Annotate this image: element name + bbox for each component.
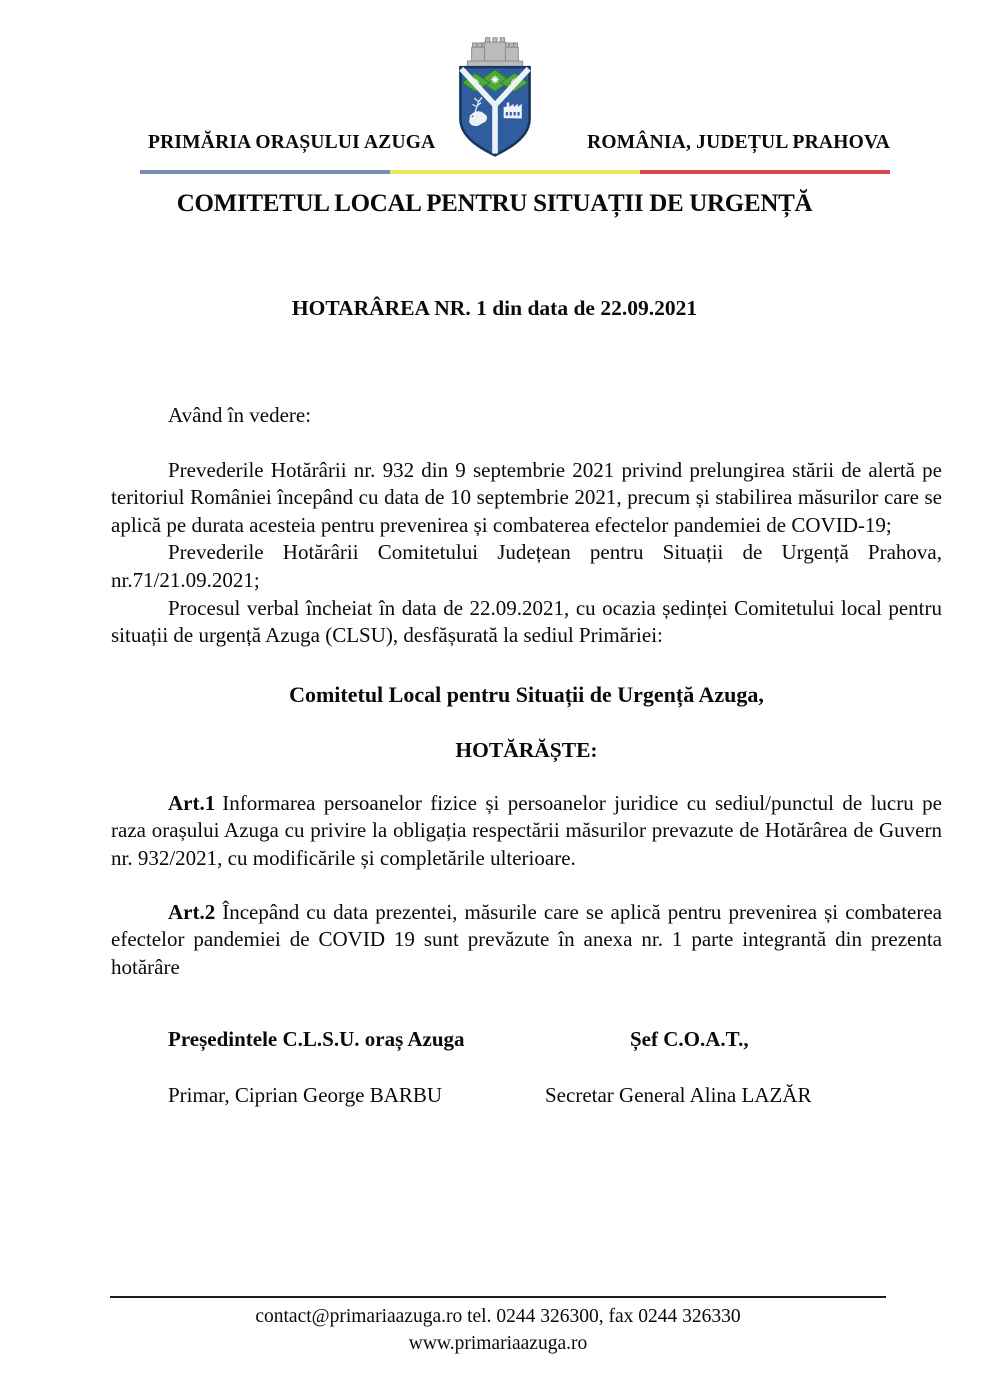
tricolor-blue-segment	[140, 170, 390, 174]
considerations-paragraph-3: Procesul verbal încheiat în data de 22.09.2021, cu ocazia ședinței Comitetului local pentru situații de urgență Azuga (CLSU), desfășurată la sediul Primăriei:	[111, 595, 942, 648]
tricolor-red-segment	[640, 170, 890, 174]
article-1-label: Art.1	[168, 790, 216, 815]
intro-line: Având în vedere:	[168, 403, 312, 427]
header-institution: PRIMĂRIA ORAȘULUI AZUGA	[148, 132, 436, 153]
article-2-text: Începând cu data prezentei, măsurile care se aplică pentru prevenirea și combaterea efectelor pandemiei de COVID 19 sunt prevăzute în anexa nr. 1 parte integrantă din prezenta hotărâre	[111, 899, 942, 979]
signature-right-title: Șef C.O.A.T.,	[630, 1027, 749, 1052]
header-region: ROMÂNIA, JUDEȚUL PRAHOVA	[587, 132, 890, 153]
considerations-paragraph-1: Prevederile Hotărârii nr. 932 din 9 septembrie 2021 privind prelungirea stării de alertă pe teritoriul României începând cu data de 10 septembrie 2021, precum și stabilirea măsurilor care se aplică pe durata acesteia pentru prevenirea și combaterea efectelor pandemiei de COVID-19;	[111, 457, 942, 537]
signature-left-title: Președintele C.L.S.U. oraș Azuga	[168, 1027, 465, 1052]
considerations-paragraph-2: Prevederile Hotărârii Comitetului Județean pentru Situații de Urgență Prahova, nr.71/21.09.2021;	[111, 540, 942, 592]
page-title: COMITETUL LOCAL PENTRU SITUAȚII DE URGENȚĂ	[176, 190, 813, 217]
footer-website: www.primariaazuga.ro	[408, 1333, 588, 1354]
footer-contact-line: contact@primariaazuga.ro tel. 0244 326300, fax 0244 326330	[255, 1306, 741, 1327]
article-1	[111, 790, 942, 873]
tricolor-yellow-segment	[390, 170, 640, 174]
article-1-text: Informarea persoanelor fizice și persoanelor juridice cu sediul/punctul de lucru pe raza orașului Azuga cu privire la obligația respectării măsurilor prevazute de Hotărârea de Guvern nr. 932/2021, cu modificările și completările ulterioare.	[111, 790, 942, 870]
signature-block	[111, 1026, 942, 1151]
decides-heading: HOTĂRĂȘTE:	[455, 737, 598, 762]
footer	[110, 1296, 886, 1357]
committee-heading: Comitetul Local pentru Situații de Urgență Azuga,	[289, 681, 764, 707]
signature-right-name: Secretar General Alina LAZĂR	[545, 1083, 812, 1108]
article-2-label: Art.2	[168, 899, 216, 924]
article-2	[111, 899, 942, 982]
signature-left-name: Primar, Ciprian George BARBU	[168, 1083, 443, 1108]
tricolor-rule	[140, 170, 890, 174]
decision-number-title: HOTARÂREA NR. 1 din data de 22.09.2021	[291, 296, 698, 320]
document-body	[111, 402, 942, 1151]
